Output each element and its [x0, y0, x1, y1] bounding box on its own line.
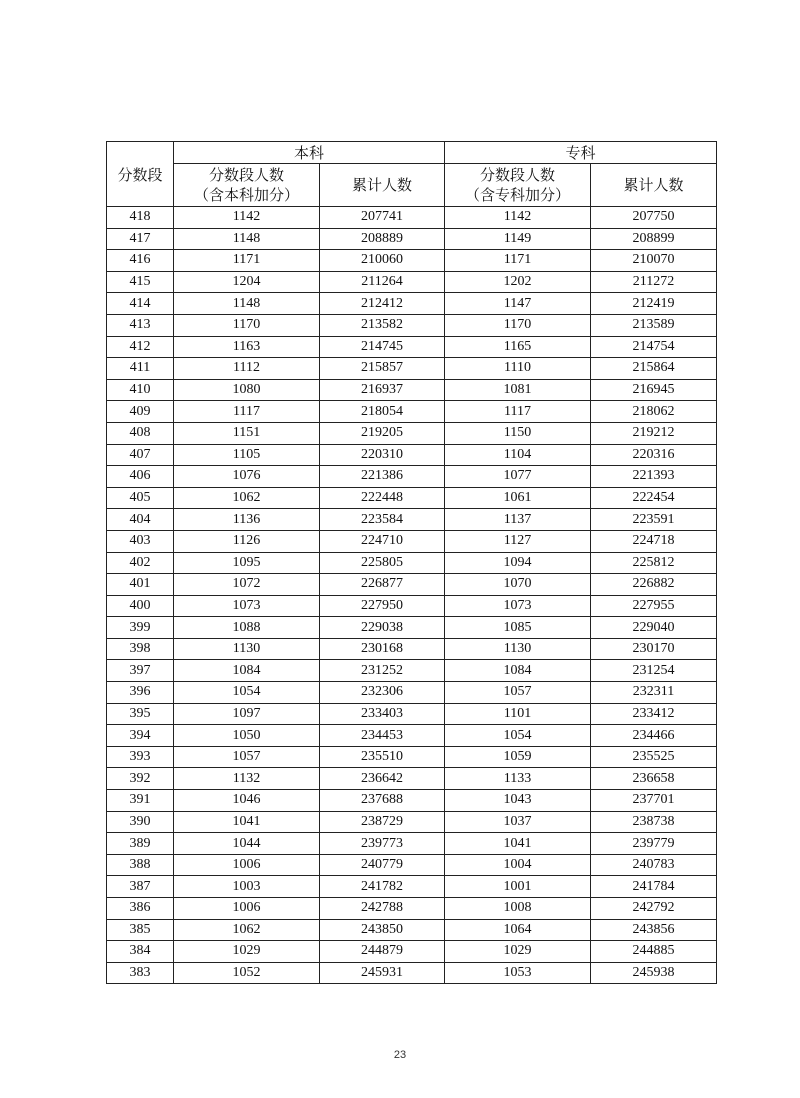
junior-count-cell: 1110	[445, 358, 591, 380]
table-row	[107, 228, 717, 250]
header-undergrad-count-line2: （含本科加分）	[193, 186, 299, 204]
score-cell: 392	[107, 768, 174, 790]
undergrad-count-cell: 1084	[174, 660, 320, 682]
junior-count-cell: 1142	[445, 207, 591, 229]
undergrad-count-cell: 1046	[174, 790, 320, 812]
undergrad-count-cell: 1057	[174, 746, 320, 768]
undergrad-count-cell: 1073	[174, 595, 320, 617]
score-cell: 398	[107, 638, 174, 660]
table-row	[107, 768, 717, 790]
table-row	[107, 358, 717, 380]
table-row	[107, 617, 717, 639]
undergrad-cumulative-cell: 223584	[320, 509, 445, 531]
undergrad-count-cell: 1029	[174, 941, 320, 963]
junior-cumulative-cell: 239779	[591, 833, 717, 855]
undergrad-count-cell: 1062	[174, 487, 320, 509]
junior-cumulative-cell: 226882	[591, 574, 717, 596]
score-cell: 390	[107, 811, 174, 833]
undergrad-count-cell: 1171	[174, 250, 320, 272]
junior-cumulative-cell: 210070	[591, 250, 717, 272]
junior-count-cell: 1137	[445, 509, 591, 531]
junior-count-cell: 1094	[445, 552, 591, 574]
junior-count-cell: 1084	[445, 660, 591, 682]
junior-cumulative-cell: 229040	[591, 617, 717, 639]
header-undergrad-count-line1: 分数段人数	[208, 166, 284, 184]
page-number: 23	[393, 1049, 407, 1061]
score-cell: 384	[107, 941, 174, 963]
table-row	[107, 638, 717, 660]
junior-count-cell: 1150	[445, 422, 591, 444]
undergrad-count-cell: 1095	[174, 552, 320, 574]
score-cell: 413	[107, 314, 174, 336]
table-row	[107, 660, 717, 682]
undergrad-cumulative-cell: 234453	[320, 725, 445, 747]
undergrad-count-cell: 1006	[174, 854, 320, 876]
score-cell: 404	[107, 509, 174, 531]
table-row	[107, 962, 717, 984]
junior-cumulative-cell: 243856	[591, 919, 717, 941]
score-cell: 389	[107, 833, 174, 855]
undergrad-count-cell: 1105	[174, 444, 320, 466]
score-cell: 393	[107, 746, 174, 768]
undergrad-count-cell: 1003	[174, 876, 320, 898]
junior-cumulative-cell: 211272	[591, 271, 717, 293]
junior-cumulative-cell: 227955	[591, 595, 717, 617]
score-cell: 385	[107, 919, 174, 941]
header-junior-count	[445, 164, 591, 207]
score-cell: 417	[107, 228, 174, 250]
table-row	[107, 919, 717, 941]
table-row	[107, 595, 717, 617]
junior-cumulative-cell: 219212	[591, 422, 717, 444]
score-cell: 397	[107, 660, 174, 682]
undergrad-cumulative-cell: 227950	[320, 595, 445, 617]
junior-cumulative-cell: 213589	[591, 314, 717, 336]
undergrad-cumulative-cell: 226877	[320, 574, 445, 596]
junior-count-cell: 1041	[445, 833, 591, 855]
junior-cumulative-cell: 234466	[591, 725, 717, 747]
junior-count-cell: 1029	[445, 941, 591, 963]
table-row	[107, 876, 717, 898]
undergrad-count-cell: 1151	[174, 422, 320, 444]
table-row	[107, 509, 717, 531]
undergrad-cumulative-cell: 207741	[320, 207, 445, 229]
junior-cumulative-cell: 215864	[591, 358, 717, 380]
junior-cumulative-cell: 220316	[591, 444, 717, 466]
undergrad-cumulative-cell: 238729	[320, 811, 445, 833]
header-junior: 专科	[445, 142, 717, 164]
score-cell: 400	[107, 595, 174, 617]
table-row	[107, 336, 717, 358]
junior-cumulative-cell: 242792	[591, 898, 717, 920]
undergrad-count-cell: 1062	[174, 919, 320, 941]
table-body	[107, 207, 717, 984]
junior-cumulative-cell: 208899	[591, 228, 717, 250]
junior-cumulative-cell: 224718	[591, 530, 717, 552]
junior-count-cell: 1043	[445, 790, 591, 812]
undergrad-count-cell: 1076	[174, 466, 320, 488]
junior-count-cell: 1008	[445, 898, 591, 920]
undergrad-cumulative-cell: 210060	[320, 250, 445, 272]
junior-cumulative-cell: 216945	[591, 379, 717, 401]
score-cell: 414	[107, 293, 174, 315]
undergrad-cumulative-cell: 231252	[320, 660, 445, 682]
undergrad-cumulative-cell: 242788	[320, 898, 445, 920]
table-row	[107, 725, 717, 747]
junior-cumulative-cell: 221393	[591, 466, 717, 488]
table-row	[107, 401, 717, 423]
table-row	[107, 314, 717, 336]
undergrad-count-cell: 1052	[174, 962, 320, 984]
score-cell: 387	[107, 876, 174, 898]
junior-cumulative-cell: 236658	[591, 768, 717, 790]
undergrad-cumulative-cell: 214745	[320, 336, 445, 358]
junior-count-cell: 1077	[445, 466, 591, 488]
junior-cumulative-cell: 218062	[591, 401, 717, 423]
table-row	[107, 271, 717, 293]
junior-count-cell: 1165	[445, 336, 591, 358]
junior-cumulative-cell: 241784	[591, 876, 717, 898]
score-cell: 391	[107, 790, 174, 812]
junior-count-cell: 1149	[445, 228, 591, 250]
table-row	[107, 790, 717, 812]
undergrad-cumulative-cell: 241782	[320, 876, 445, 898]
junior-count-cell: 1001	[445, 876, 591, 898]
score-cell: 412	[107, 336, 174, 358]
undergrad-cumulative-cell: 221386	[320, 466, 445, 488]
undergrad-count-cell: 1117	[174, 401, 320, 423]
header-score-segment: 分数段	[107, 142, 174, 207]
score-distribution-table	[106, 141, 717, 984]
table-row	[107, 854, 717, 876]
junior-cumulative-cell: 233412	[591, 703, 717, 725]
junior-count-cell: 1061	[445, 487, 591, 509]
junior-count-cell: 1171	[445, 250, 591, 272]
score-cell: 402	[107, 552, 174, 574]
junior-count-cell: 1057	[445, 682, 591, 704]
undergrad-cumulative-cell: 235510	[320, 746, 445, 768]
header-undergrad-cumulative: 累计人数	[320, 164, 445, 207]
table-row	[107, 811, 717, 833]
score-cell: 409	[107, 401, 174, 423]
junior-count-cell: 1073	[445, 595, 591, 617]
undergrad-cumulative-cell: 225805	[320, 552, 445, 574]
undergrad-count-cell: 1112	[174, 358, 320, 380]
undergrad-count-cell: 1006	[174, 898, 320, 920]
undergrad-cumulative-cell: 220310	[320, 444, 445, 466]
junior-cumulative-cell: 231254	[591, 660, 717, 682]
undergrad-count-cell: 1126	[174, 530, 320, 552]
table-row	[107, 207, 717, 229]
junior-count-cell: 1170	[445, 314, 591, 336]
undergrad-count-cell: 1072	[174, 574, 320, 596]
junior-count-cell: 1130	[445, 638, 591, 660]
score-cell: 411	[107, 358, 174, 380]
table-row	[107, 682, 717, 704]
undergrad-count-cell: 1080	[174, 379, 320, 401]
table-row	[107, 552, 717, 574]
score-cell: 386	[107, 898, 174, 920]
undergrad-cumulative-cell: 224710	[320, 530, 445, 552]
table-row	[107, 293, 717, 315]
header-junior-cumulative: 累计人数	[591, 164, 717, 207]
undergrad-cumulative-cell: 244879	[320, 941, 445, 963]
undergrad-count-cell: 1132	[174, 768, 320, 790]
undergrad-count-cell: 1148	[174, 228, 320, 250]
undergrad-cumulative-cell: 243850	[320, 919, 445, 941]
table-row	[107, 703, 717, 725]
score-cell: 401	[107, 574, 174, 596]
undergrad-cumulative-cell: 215857	[320, 358, 445, 380]
junior-cumulative-cell: 207750	[591, 207, 717, 229]
score-cell: 410	[107, 379, 174, 401]
undergrad-cumulative-cell: 219205	[320, 422, 445, 444]
table-row	[107, 746, 717, 768]
undergrad-count-cell: 1041	[174, 811, 320, 833]
undergrad-cumulative-cell: 245931	[320, 962, 445, 984]
undergrad-cumulative-cell: 233403	[320, 703, 445, 725]
undergrad-cumulative-cell: 237688	[320, 790, 445, 812]
undergrad-count-cell: 1136	[174, 509, 320, 531]
score-cell: 416	[107, 250, 174, 272]
score-cell: 418	[107, 207, 174, 229]
undergrad-count-cell: 1088	[174, 617, 320, 639]
junior-cumulative-cell: 237701	[591, 790, 717, 812]
table-row	[107, 530, 717, 552]
junior-count-cell: 1101	[445, 703, 591, 725]
score-cell: 407	[107, 444, 174, 466]
score-cell: 408	[107, 422, 174, 444]
table-row	[107, 898, 717, 920]
table-row	[107, 466, 717, 488]
junior-cumulative-cell: 240783	[591, 854, 717, 876]
undergrad-cumulative-cell: 218054	[320, 401, 445, 423]
junior-cumulative-cell: 222454	[591, 487, 717, 509]
junior-count-cell: 1037	[445, 811, 591, 833]
undergrad-count-cell: 1044	[174, 833, 320, 855]
score-cell: 394	[107, 725, 174, 747]
junior-count-cell: 1064	[445, 919, 591, 941]
header-undergrad-count	[174, 164, 320, 207]
table-row	[107, 487, 717, 509]
score-cell: 383	[107, 962, 174, 984]
undergrad-count-cell: 1050	[174, 725, 320, 747]
junior-cumulative-cell: 223591	[591, 509, 717, 531]
undergrad-count-cell: 1142	[174, 207, 320, 229]
junior-cumulative-cell: 238738	[591, 811, 717, 833]
header-junior-count-line2: （含专科加分）	[465, 186, 571, 204]
undergrad-cumulative-cell: 212412	[320, 293, 445, 315]
undergrad-cumulative-cell: 232306	[320, 682, 445, 704]
undergrad-count-cell: 1097	[174, 703, 320, 725]
undergrad-count-cell: 1204	[174, 271, 320, 293]
undergrad-count-cell: 1054	[174, 682, 320, 704]
header-junior-count-line1: 分数段人数	[480, 166, 556, 184]
junior-count-cell: 1133	[445, 768, 591, 790]
junior-count-cell: 1004	[445, 854, 591, 876]
table-row	[107, 250, 717, 272]
junior-count-cell: 1059	[445, 746, 591, 768]
junior-count-cell: 1081	[445, 379, 591, 401]
junior-cumulative-cell: 232311	[591, 682, 717, 704]
undergrad-cumulative-cell: 208889	[320, 228, 445, 250]
score-cell: 406	[107, 466, 174, 488]
undergrad-count-cell: 1163	[174, 336, 320, 358]
undergrad-cumulative-cell: 236642	[320, 768, 445, 790]
undergrad-cumulative-cell: 239773	[320, 833, 445, 855]
junior-count-cell: 1127	[445, 530, 591, 552]
junior-cumulative-cell: 244885	[591, 941, 717, 963]
junior-count-cell: 1202	[445, 271, 591, 293]
junior-cumulative-cell: 235525	[591, 746, 717, 768]
junior-count-cell: 1070	[445, 574, 591, 596]
junior-count-cell: 1104	[445, 444, 591, 466]
score-cell: 405	[107, 487, 174, 509]
header-undergrad: 本科	[174, 142, 445, 164]
junior-cumulative-cell: 212419	[591, 293, 717, 315]
table-row	[107, 574, 717, 596]
undergrad-cumulative-cell: 229038	[320, 617, 445, 639]
junior-count-cell: 1053	[445, 962, 591, 984]
junior-count-cell: 1085	[445, 617, 591, 639]
score-cell: 388	[107, 854, 174, 876]
undergrad-count-cell: 1170	[174, 314, 320, 336]
undergrad-cumulative-cell: 211264	[320, 271, 445, 293]
table-row	[107, 422, 717, 444]
undergrad-cumulative-cell: 213582	[320, 314, 445, 336]
score-cell: 395	[107, 703, 174, 725]
undergrad-count-cell: 1148	[174, 293, 320, 315]
junior-cumulative-cell: 214754	[591, 336, 717, 358]
junior-count-cell: 1147	[445, 293, 591, 315]
score-cell: 403	[107, 530, 174, 552]
table-row	[107, 941, 717, 963]
table-row	[107, 379, 717, 401]
junior-cumulative-cell: 230170	[591, 638, 717, 660]
score-cell: 399	[107, 617, 174, 639]
undergrad-cumulative-cell: 230168	[320, 638, 445, 660]
undergrad-cumulative-cell: 222448	[320, 487, 445, 509]
table-row	[107, 833, 717, 855]
table-row	[107, 444, 717, 466]
junior-cumulative-cell: 245938	[591, 962, 717, 984]
junior-cumulative-cell: 225812	[591, 552, 717, 574]
junior-count-cell: 1117	[445, 401, 591, 423]
undergrad-cumulative-cell: 240779	[320, 854, 445, 876]
score-cell: 396	[107, 682, 174, 704]
undergrad-cumulative-cell: 216937	[320, 379, 445, 401]
score-cell: 415	[107, 271, 174, 293]
undergrad-count-cell: 1130	[174, 638, 320, 660]
junior-count-cell: 1054	[445, 725, 591, 747]
